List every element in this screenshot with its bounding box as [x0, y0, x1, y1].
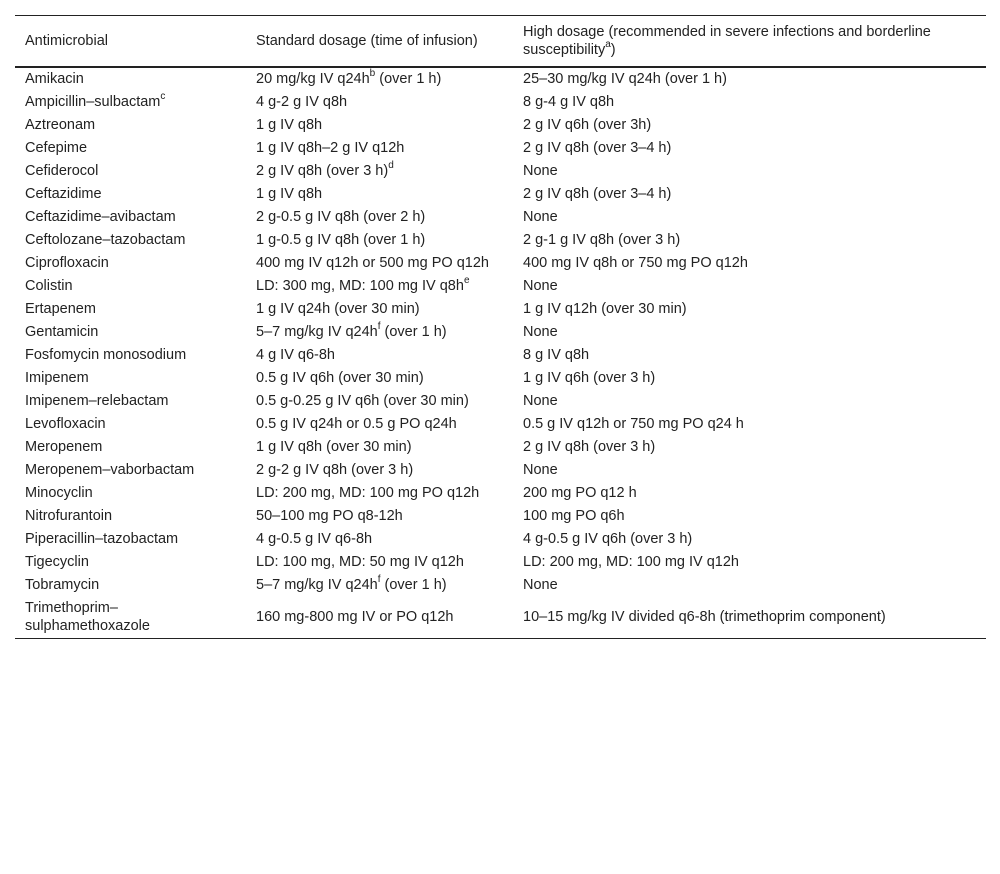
footnote-marker: f — [377, 321, 381, 333]
cell-standard-dosage — [246, 482, 513, 505]
cell-antimicrobial — [15, 528, 246, 551]
high-dosage-text: None — [523, 278, 558, 294]
cell-high-dosage — [513, 459, 986, 482]
cell-standard-dosage — [246, 67, 513, 91]
cell-standard-dosage — [246, 137, 513, 160]
cell-standard-dosage — [246, 114, 513, 137]
high-dosage-text: 2 g-1 g IV q8h (over 3 h) — [523, 232, 681, 248]
standard-dosage-text: 400 mg IV q12h or 500 mg PO q12h — [256, 255, 489, 271]
antimicrobial-name: Ceftolozane–tazobactam — [25, 232, 186, 248]
antimicrobial-name: Levofloxacin — [25, 416, 106, 432]
cell-antimicrobial — [15, 67, 246, 91]
cell-high-dosage — [513, 137, 986, 160]
cell-high-dosage — [513, 597, 986, 639]
cell-high-dosage — [513, 436, 986, 459]
high-dosage-text: 100 mg PO q6h — [523, 508, 625, 524]
cell-high-dosage — [513, 367, 986, 390]
cell-antimicrobial — [15, 574, 246, 597]
standard-dosage-tail: (over 1 h) — [380, 577, 447, 593]
table-row — [15, 160, 986, 183]
antimicrobial-name: Nitrofurantoin — [25, 508, 113, 524]
standard-dosage-tail: (over 1 h) — [380, 324, 447, 340]
high-dosage-text: None — [523, 324, 558, 340]
dosage-table — [15, 15, 986, 639]
standard-dosage-text: 0.5 g-0.25 g IV q6h (over 30 min) — [256, 393, 469, 409]
cell-standard-dosage — [246, 436, 513, 459]
table-body — [15, 67, 986, 639]
high-dosage-text: None — [523, 393, 558, 409]
cell-antimicrobial — [15, 390, 246, 413]
antimicrobial-name: Ertapenem — [25, 301, 96, 317]
cell-standard-dosage — [246, 551, 513, 574]
high-dosage-text: 10–15 mg/kg IV divided q6-8h (trimethoprim component) — [523, 609, 886, 625]
antimicrobial-name: Tobramycin — [25, 577, 100, 593]
cell-antimicrobial — [15, 183, 246, 206]
table-header-row — [15, 16, 986, 68]
cell-standard-dosage — [246, 275, 513, 298]
standard-dosage-text: 1 g IV q8h (over 30 min) — [256, 439, 412, 455]
antimicrobial-name: Imipenem — [25, 370, 89, 386]
high-dosage-text: 200 mg PO q12 h — [523, 485, 637, 501]
footnote-marker: e — [463, 275, 470, 287]
header-standard-dosage: Standard dosage (time of infusion) — [256, 33, 478, 49]
cell-standard-dosage — [246, 206, 513, 229]
table-row — [15, 551, 986, 574]
cell-standard-dosage — [246, 252, 513, 275]
cell-antimicrobial — [15, 298, 246, 321]
standard-dosage-text: 2 g IV q8h (over 3 h) — [256, 163, 389, 179]
table-row — [15, 436, 986, 459]
cell-high-dosage — [513, 298, 986, 321]
cell-standard-dosage — [246, 597, 513, 639]
high-dosage-text: 1 g IV q6h (over 3 h) — [523, 370, 656, 386]
high-dosage-text: 8 g IV q8h — [523, 347, 590, 363]
antimicrobial-name: Amikacin — [25, 71, 84, 87]
cell-antimicrobial — [15, 344, 246, 367]
cell-high-dosage — [513, 551, 986, 574]
cell-standard-dosage — [246, 321, 513, 344]
standard-dosage-text: 160 mg-800 mg IV or PO q12h — [256, 609, 454, 625]
table-row — [15, 344, 986, 367]
cell-high-dosage — [513, 160, 986, 183]
table-row — [15, 505, 986, 528]
standard-dosage-text: LD: 300 mg, MD: 100 mg IV q8h — [256, 278, 464, 294]
footnote-marker: b — [369, 68, 376, 80]
antimicrobial-name: Ceftazidime–avibactam — [25, 209, 176, 225]
footnote-marker: d — [388, 160, 394, 172]
antimicrobial-name: Piperacillin–tazobactam — [25, 531, 179, 547]
cell-high-dosage — [513, 413, 986, 436]
standard-dosage-text: 4 g-0.5 g IV q6-8h — [256, 531, 373, 547]
cell-antimicrobial — [15, 436, 246, 459]
cell-standard-dosage — [246, 459, 513, 482]
standard-dosage-text: 0.5 g IV q6h (over 30 min) — [256, 370, 424, 386]
cell-antimicrobial — [15, 137, 246, 160]
antimicrobial-name: Trimethoprim–sulphamethoxazole — [25, 600, 150, 634]
cell-high-dosage — [513, 275, 986, 298]
high-dosage-text: None — [523, 163, 558, 179]
table-row — [15, 528, 986, 551]
table-row — [15, 390, 986, 413]
antimicrobial-name: Cefiderocol — [25, 163, 99, 179]
standard-dosage-text: LD: 100 mg, MD: 50 mg IV q12h — [256, 554, 464, 570]
high-dosage-text: None — [523, 209, 558, 225]
cell-antimicrobial — [15, 459, 246, 482]
standard-dosage-tail: (over 1 h) — [375, 71, 442, 87]
high-dosage-text: 400 mg IV q8h or 750 mg PO q12h — [523, 255, 748, 271]
table-row — [15, 597, 986, 639]
table-row — [15, 137, 986, 160]
antimicrobial-name: Meropenem — [25, 439, 103, 455]
cell-antimicrobial — [15, 160, 246, 183]
header-high-dosage-tail: ) — [610, 42, 616, 58]
antimicrobial-name: Ampicillin–sulbactam — [25, 94, 161, 110]
table-row — [15, 252, 986, 275]
cell-standard-dosage — [246, 229, 513, 252]
antimicrobial-name: Minocyclin — [25, 485, 93, 501]
table-row — [15, 114, 986, 137]
cell-high-dosage — [513, 183, 986, 206]
cell-high-dosage — [513, 482, 986, 505]
table-row — [15, 206, 986, 229]
table-row — [15, 321, 986, 344]
cell-high-dosage — [513, 528, 986, 551]
table-row — [15, 482, 986, 505]
cell-antimicrobial — [15, 505, 246, 528]
cell-standard-dosage — [246, 505, 513, 528]
high-dosage-text: 4 g-0.5 g IV q6h (over 3 h) — [523, 531, 693, 547]
header-high-dosage-text: High dosage (recommended in severe infections and borderline susceptibility — [523, 24, 931, 58]
table-row — [15, 367, 986, 390]
standard-dosage-text: 2 g-2 g IV q8h (over 3 h) — [256, 462, 414, 478]
high-dosage-text: 1 g IV q12h (over 30 min) — [523, 301, 687, 317]
high-dosage-text: 2 g IV q6h (over 3h) — [523, 117, 652, 133]
cell-high-dosage — [513, 252, 986, 275]
high-dosage-text: 8 g-4 g IV q8h — [523, 94, 615, 110]
standard-dosage-text: 4 g IV q6-8h — [256, 347, 335, 363]
antimicrobial-name: Cefepime — [25, 140, 88, 156]
antimicrobial-name: Ciprofloxacin — [25, 255, 109, 271]
high-dosage-text: 2 g IV q8h (over 3–4 h) — [523, 186, 672, 202]
antimicrobial-name: Imipenem–relebactam — [25, 393, 169, 409]
footnote-marker: f — [377, 574, 381, 586]
cell-high-dosage — [513, 229, 986, 252]
cell-standard-dosage — [246, 574, 513, 597]
antimicrobial-name: Tigecyclin — [25, 554, 89, 570]
high-dosage-text: None — [523, 462, 558, 478]
cell-antimicrobial — [15, 114, 246, 137]
cell-standard-dosage — [246, 298, 513, 321]
cell-standard-dosage — [246, 367, 513, 390]
cell-high-dosage — [513, 206, 986, 229]
standard-dosage-text: 2 g-0.5 g IV q8h (over 2 h) — [256, 209, 426, 225]
antimicrobial-name: Meropenem–vaborbactam — [25, 462, 195, 478]
cell-high-dosage — [513, 574, 986, 597]
high-dosage-text: 2 g IV q8h (over 3 h) — [523, 439, 656, 455]
standard-dosage-text: 1 g IV q8h–2 g IV q12h — [256, 140, 405, 156]
cell-antimicrobial — [15, 275, 246, 298]
high-dosage-text: None — [523, 577, 558, 593]
cell-standard-dosage — [246, 413, 513, 436]
high-dosage-text: 25–30 mg/kg IV q24h (over 1 h) — [523, 71, 727, 87]
cell-high-dosage — [513, 344, 986, 367]
cell-high-dosage — [513, 505, 986, 528]
table-row — [15, 574, 986, 597]
standard-dosage-text: 1 g IV q8h — [256, 117, 323, 133]
cell-antimicrobial — [15, 367, 246, 390]
header-antimicrobial: Antimicrobial — [25, 33, 108, 49]
antimicrobial-name: Aztreonam — [25, 117, 96, 133]
footnote-marker: c — [160, 91, 166, 103]
table-row — [15, 67, 986, 91]
antimicrobial-name: Fosfomycin monosodium — [25, 347, 187, 363]
header-high-dosage — [513, 16, 986, 68]
table-row — [15, 413, 986, 436]
cell-standard-dosage — [246, 390, 513, 413]
cell-high-dosage — [513, 321, 986, 344]
standard-dosage-text: 1 g IV q8h — [256, 186, 323, 202]
cell-antimicrobial — [15, 91, 246, 114]
cell-standard-dosage — [246, 160, 513, 183]
cell-standard-dosage — [246, 528, 513, 551]
standard-dosage-text: 50–100 mg PO q8-12h — [256, 508, 403, 524]
standard-dosage-text: 5–7 mg/kg IV q24h — [256, 577, 378, 593]
cell-antimicrobial — [15, 252, 246, 275]
antimicrobial-name: Gentamicin — [25, 324, 99, 340]
cell-standard-dosage — [246, 183, 513, 206]
standard-dosage-text: 1 g IV q24h (over 30 min) — [256, 301, 420, 317]
table-row — [15, 183, 986, 206]
standard-dosage-text: LD: 200 mg, MD: 100 mg PO q12h — [256, 485, 480, 501]
cell-high-dosage — [513, 390, 986, 413]
high-dosage-text: 2 g IV q8h (over 3–4 h) — [523, 140, 672, 156]
standard-dosage-text: 4 g-2 g IV q8h — [256, 94, 348, 110]
cell-standard-dosage — [246, 91, 513, 114]
table-row — [15, 275, 986, 298]
table-row — [15, 229, 986, 252]
cell-antimicrobial — [15, 229, 246, 252]
footnote-marker: a — [605, 39, 611, 51]
standard-dosage-text: 5–7 mg/kg IV q24h — [256, 324, 378, 340]
table-row — [15, 298, 986, 321]
cell-high-dosage — [513, 114, 986, 137]
standard-dosage-text: 0.5 g IV q24h or 0.5 g PO q24h — [256, 416, 457, 432]
cell-standard-dosage — [246, 344, 513, 367]
cell-high-dosage — [513, 67, 986, 91]
antimicrobial-name: Colistin — [25, 278, 73, 294]
cell-antimicrobial — [15, 206, 246, 229]
cell-antimicrobial — [15, 321, 246, 344]
cell-antimicrobial — [15, 413, 246, 436]
table-row — [15, 91, 986, 114]
antimicrobial-name: Ceftazidime — [25, 186, 102, 202]
standard-dosage-text: 20 mg/kg IV q24h — [256, 71, 370, 87]
cell-antimicrobial — [15, 597, 246, 639]
cell-high-dosage — [513, 91, 986, 114]
standard-dosage-text: 1 g-0.5 g IV q8h (over 1 h) — [256, 232, 426, 248]
table-row — [15, 459, 986, 482]
cell-antimicrobial — [15, 482, 246, 505]
cell-antimicrobial — [15, 551, 246, 574]
high-dosage-text: 0.5 g IV q12h or 750 mg PO q24 h — [523, 416, 744, 432]
high-dosage-text: LD: 200 mg, MD: 100 mg IV q12h — [523, 554, 739, 570]
